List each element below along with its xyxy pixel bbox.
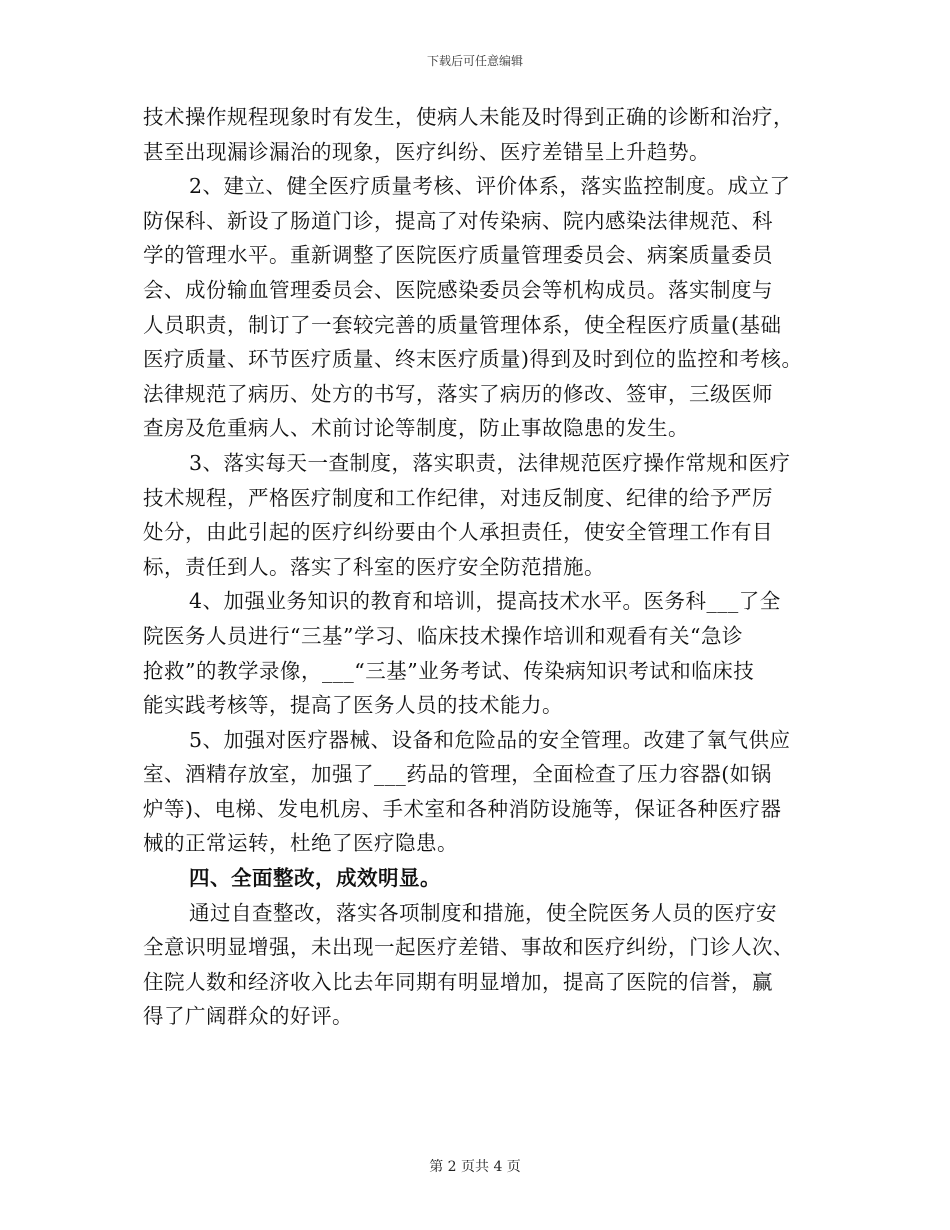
text-line: 得了广阔群众的好评。 [143,1004,353,1029]
text-line: 能实践考核等，提高了医务人员的技术能力。 [143,693,563,718]
page-number: 第 2 页共 4 页 [429,1159,521,1175]
text-line: 4、加强业务知识的教育和培训，提高技术水平。医务科___了全 [189,589,781,614]
text-line: 人员职责，制订了一套较完善的质量管理体系，使全程医疗质量(基础 [143,312,782,337]
text-line: 会、成份输血管理委员会、医院感染委员会等机构成员。落实制度与 [143,277,773,302]
text-line: 法律规范了病历、处方的书写，落实了病历的修改、签审，三级医师 [143,381,773,406]
text-line: 全意识明显增强，未出现一起医疗差错、事故和医疗纠纷，门诊人次、 [143,935,794,960]
text-line: 处分，由此引起的医疗纠纷要由个人承担责任，使安全管理工作有目 [143,520,773,545]
document-body [143,100,815,1034]
text-line: 2、建立、健全医疗质量考核、评价体系，落实监控制度。成立了 [189,174,791,199]
section-heading: 四、全面整改，成效明显。 [189,866,441,891]
text-line: 通过自查整改，落实各项制度和措施，使全院医务人员的医疗安 [189,900,777,925]
text-line: 技术操作规程现象时有发生，使病人未能及时得到正确的诊断和治疗， [143,105,794,129]
text-line: 5、加强对医疗器械、设备和危险品的安全管理。改建了氧气供应 [189,727,791,752]
text-line: 住院人数和经济收入比去年同期有明显增加，提高了医院的信誉，赢 [143,969,773,994]
page-header: 下载后可任意编辑 [426,54,523,68]
text-line: 医疗质量、环节医疗质量、终末医疗质量)得到及时到位的监控和考核。 [143,347,803,372]
text-line: 抢救”的教学录像，___“三基”业务考试、传染病知识考试和临床技 [143,658,755,683]
text-line: 防保科、新设了肠道门诊，提高了对传染病、院内感染法律规范、科 [143,208,773,233]
text-line: 3、落实每天一查制度，落实职责，法律规范医疗操作常规和医疗 [189,450,791,475]
text-line: 室、酒精存放室，加强了___药品的管理，全面检查了压力容器(如锅 [143,762,772,787]
text-line: 械的正常运转，杜绝了医疗隐患。 [143,831,458,856]
text-line: 查房及危重病人、术前讨论等制度，防止事故隐患的发生。 [143,416,689,441]
text-line: 学的管理水平。重新调整了医院医疗质量管理委员会、病案质量委员 [143,243,773,268]
text-line: 甚至出现漏诊漏治的现象，医疗纠纷、医疗差错呈上升趋势。 [143,139,710,164]
text-line: 炉等)、电梯、发电机房、手术室和各种消防设施等，保证各种医疗器 [143,796,782,821]
text-line: 标，责任到人。落实了科室的医疗安全防范措施。 [143,554,605,579]
text-line: 技术规程，严格医疗制度和工作纪律，对违反制度、纪律的给予严厉 [143,485,773,510]
text-line: 院医务人员进行“三基”学习、临床技术操作培训和观看有关“急诊 [143,623,743,648]
